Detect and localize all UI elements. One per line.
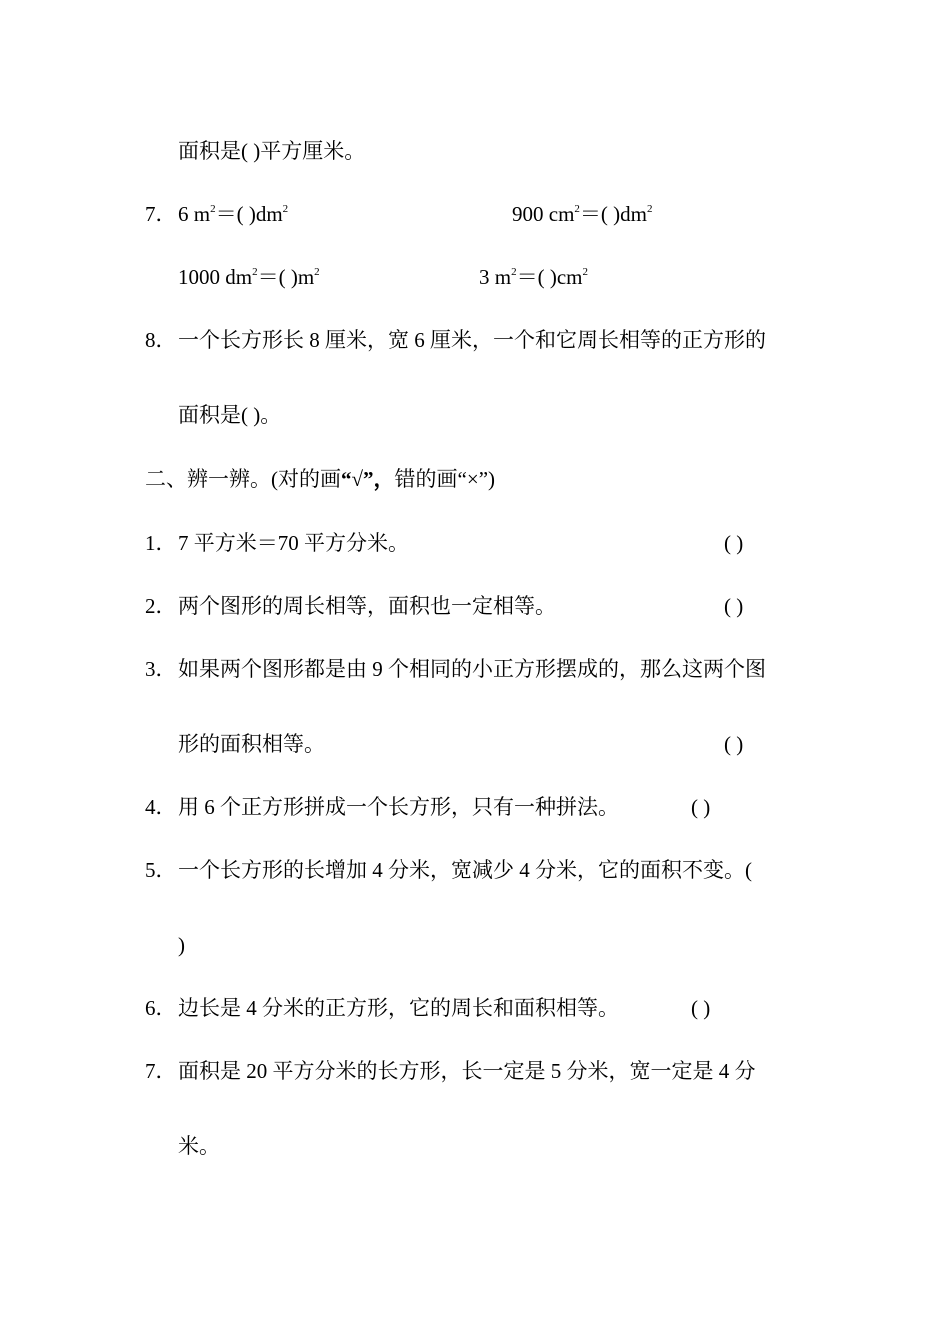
question-7-b: 900 $cm^2=$( )$dm^2$: [512, 202, 653, 226]
judge-item-6-text: 边长是 4 分米的正方形，它的周长和面积相等。: [178, 996, 619, 1020]
judge-item-7-continuation: 米。: [178, 1134, 220, 1158]
judge-item-3-number: 3．: [145, 657, 177, 681]
judge-item-3-text: 如果两个图形都是由 9 个相同的小正方形摆成的，那么这两个图: [178, 657, 766, 681]
question-7-d: 3 $m^2=$( )$cm^2$: [479, 265, 588, 289]
question-8-continuation: 面积是( )。: [178, 403, 282, 427]
judge-item-2-answer-blank[interactable]: ( ): [724, 594, 744, 618]
judge-item-3-continuation: 形的面积相等。: [178, 732, 325, 756]
judge-item-5-text: 一个长方形的长增加 4 分米，宽减少 4 分米，它的面积不变。(: [178, 858, 752, 882]
judge-item-4-answer-blank[interactable]: ( ): [691, 795, 711, 819]
judge-item-2-text: 两个图形的周长相等，面积也一定相等。: [178, 594, 556, 618]
judge-item-1-number: 1．: [145, 531, 177, 555]
question-7-a: 6 $m^2=$( )$dm^2$: [178, 202, 289, 226]
question-7-number: 7．: [145, 202, 177, 226]
section-2-heading: 二、辨一辨。(对的画“√”，错的画“×”): [145, 467, 496, 491]
judge-item-1-answer-blank[interactable]: ( ): [724, 531, 744, 555]
judge-item-5-number: 5．: [145, 858, 177, 882]
judge-item-4-number: 4．: [145, 795, 177, 819]
judge-item-6-answer-blank[interactable]: ( ): [691, 996, 711, 1020]
question-8-number: 8．: [145, 328, 177, 352]
judge-item-7-text: 面积是 20 平方分米的长方形，长一定是 5 分米，宽一定是 4 分: [178, 1059, 756, 1083]
judge-item-7-number: 7．: [145, 1059, 177, 1083]
judge-item-3-answer-blank[interactable]: ( ): [724, 732, 744, 756]
judge-item-6-number: 6．: [145, 996, 177, 1020]
question-8-text: 一个长方形长 8 厘米，宽 6 厘米，一个和它周长相等的正方形的: [178, 328, 766, 352]
question-6-continuation: 面积是( )平方厘米。: [178, 139, 366, 163]
judge-item-4-text: 用 6 个正方形拼成一个长方形，只有一种拼法。: [178, 795, 619, 819]
judge-item-2-number: 2．: [145, 594, 177, 618]
judge-item-1-text: 7 平方米＝70 平方分米。: [178, 531, 409, 555]
judge-item-5-continuation[interactable]: ): [178, 933, 185, 957]
question-7-c: 1000 $dm^2=$( )$m^2$: [178, 265, 320, 289]
